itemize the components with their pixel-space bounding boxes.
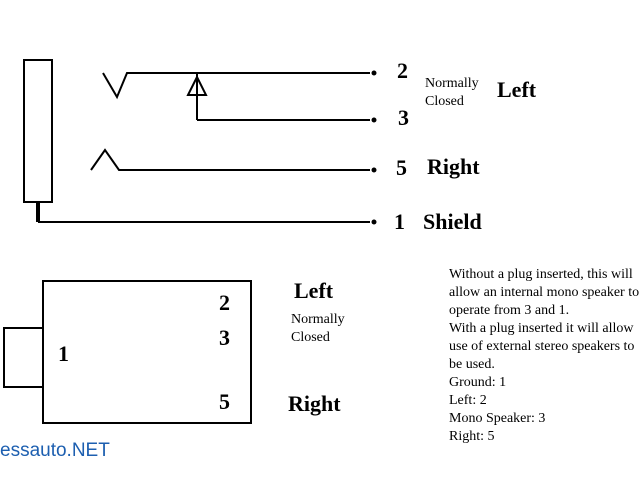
shield-terminal [372,220,377,225]
watermark: essauto.NET [0,440,110,461]
bottom-pin-3-label: 3 [219,325,230,350]
bottom-left-label: Left [294,278,334,303]
note-line: Right: 5 [449,429,495,444]
note-line: Mono Speaker: 3 [449,411,546,426]
pin-2-terminal [372,71,377,76]
footprint-plug [4,328,43,387]
note-line: use of external stereo speakers to [449,339,635,354]
top-pin-2-label: 2 [397,58,408,83]
bottom-normally-label: Normally [291,312,345,327]
pin-3-terminal [372,118,377,123]
note-line: With a plug inserted it will allow [449,321,634,336]
note-line: allow an internal mono speaker to [449,285,640,300]
bottom-pin-2-label: 2 [219,290,230,315]
jack-body [24,60,52,202]
top-shield-label: Shield [423,209,482,234]
pin-5-terminal [372,168,377,173]
top-normally-label: Normally [425,76,479,91]
bottom-pin-1-label: 1 [58,341,69,366]
top-right-label: Right [427,154,480,179]
top-pin-3-label: 3 [398,105,409,130]
note-line: Without a plug inserted, this will [449,267,633,282]
top-left-label: Left [497,77,537,102]
notes-block [449,266,640,446]
top-pin-5-label: 5 [396,155,407,180]
note-line: operate from 3 and 1. [449,303,570,318]
left-contact-spring [103,73,370,97]
note-line: Ground: 1 [449,375,507,390]
note-line: Left: 2 [449,393,487,408]
bottom-pin-5-label: 5 [219,389,230,414]
bottom-closed-label: Closed [291,330,330,345]
note-line: be used. [449,357,495,372]
top-pin-1-label: 1 [394,209,405,234]
bottom-right-label: Right [288,391,341,416]
top-closed-label: Closed [425,94,464,109]
right-contact-spring [91,150,370,170]
